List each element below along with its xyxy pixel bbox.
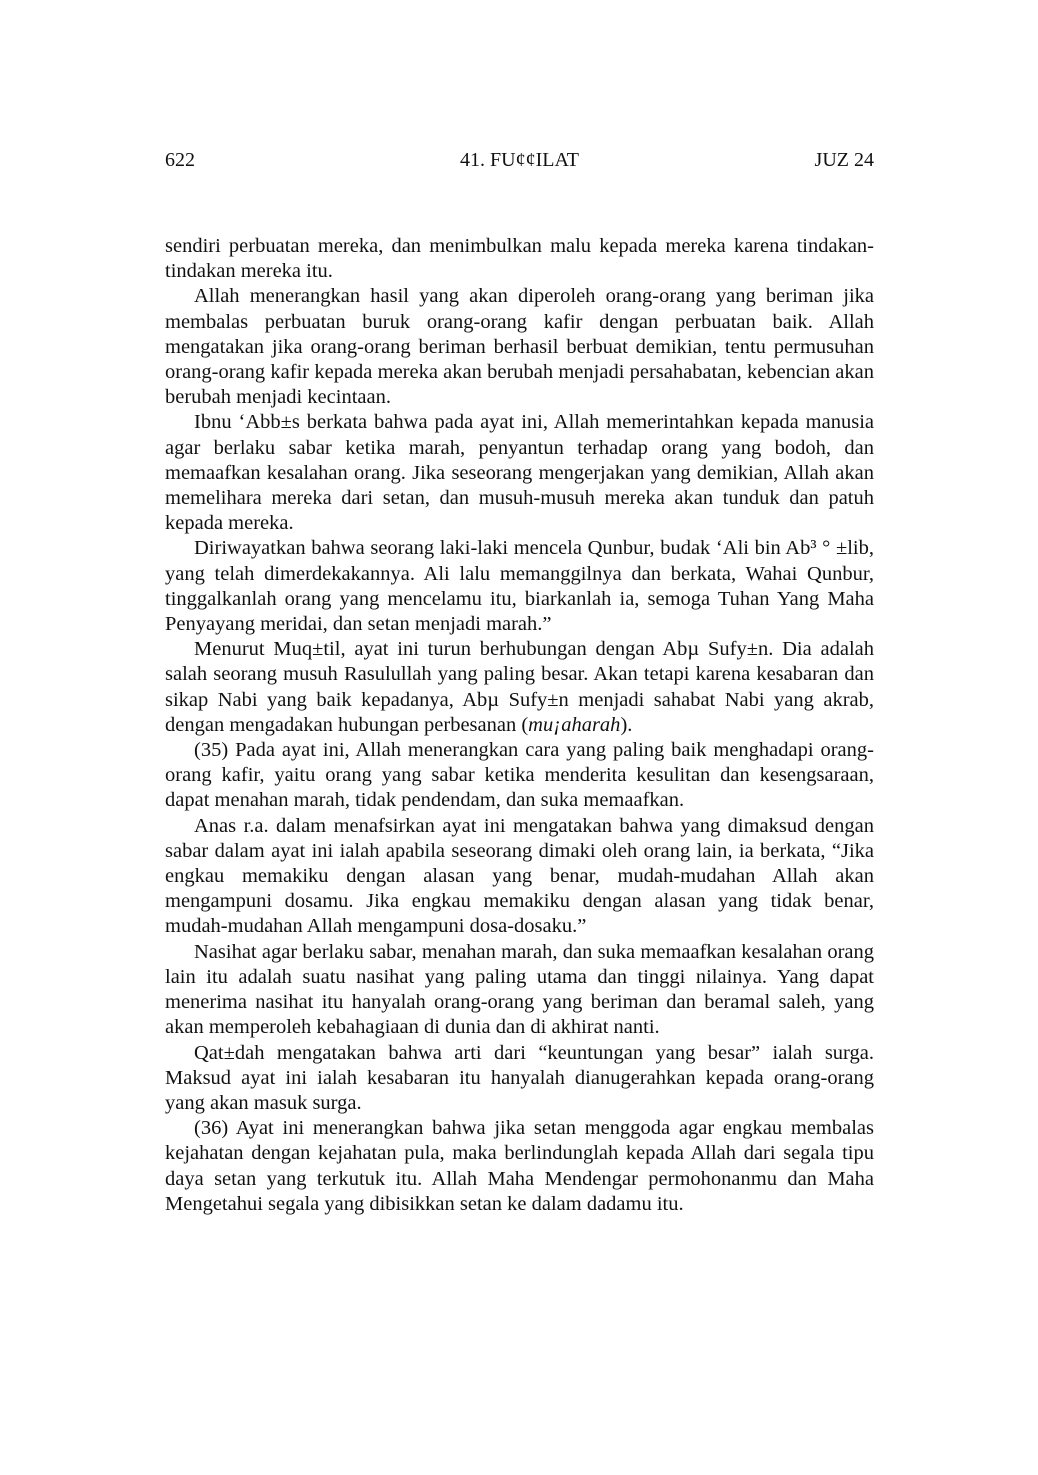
- paragraph: Diriwayatkan bahwa seorang laki-laki mencela Qunbur, budak ‘Ali bin Ab³ ° ±lib, yang telah dimerdekakannya. Ali lalu memanggilnya dan berkata, Wahai Qunbur, tinggalkanlah orang yang mencelamu itu, biarkanlah ia, semoga Tuhan Yang Maha Penyayang meridai, dan setan menjadi marah.”: [165, 537, 874, 636]
- paragraph: (35) Pada ayat ini, Allah menerangkan cara yang paling baik menghadapi orang-orang kafir, yaitu orang yang sabar ketika menderita kesulitan dan kesengsaraan, dapat menahan marah, tidak pendendam, dan suka memaafkan.: [165, 739, 874, 812]
- surah-title: 41. FU¢¢ILAT: [460, 149, 579, 171]
- paragraph-tail: ).: [620, 713, 633, 736]
- running-header: [165, 146, 874, 174]
- paragraph-continuation: sendiri perbuatan mereka, dan menimbulkan malu kepada mereka karena tindakan-tindakan mereka itu.: [165, 235, 874, 283]
- body-text: [165, 234, 874, 1217]
- paragraph: (36) Ayat ini menerangkan bahwa jika setan menggoda agar engkau membalas kejahatan dengan kejahatan pula, maka berlindunglah kepada Allah dari segala tipu daya setan yang terkutuk itu. Allah Maha Mendengar permohonanmu dan Maha Mengetahui segala yang dibisikkan setan ke dalam dadamu itu.: [165, 1117, 874, 1215]
- italic-term: mu¡aharah: [528, 713, 621, 736]
- paragraph: Qat±dah mengatakan bahwa arti dari “keuntungan yang besar” ialah surga. Maksud ayat ini ialah kesabaran itu hanyalah dianugerahkan kepada orang-orang yang akan masuk surga.: [165, 1041, 874, 1114]
- paragraph: Ibnu ‘Abb±s berkata bahwa pada ayat ini, Allah memerintahkan kepada manusia agar berlaku sabar ketika marah, penyantun terhadap orang yang bodoh, dan memaafkan kesalahan orang. Jika seseorang mengerjakan yang demikian, Allah akan memelihara mereka dari setan, dan musuh-musuh mereka akan tunduk dan patuh kepada mereka.: [165, 411, 874, 535]
- page-number: 622: [165, 149, 195, 171]
- paragraph: Allah menerangkan hasil yang akan diperoleh orang-orang yang beriman jika membalas perbuatan buruk orang-orang kafir dengan perbuatan baik. Allah mengatakan jika orang-orang beriman berhasil berbuat demikian, tentu permusuhan orang-orang kafir kepada mereka akan berubah menjadi persahabatan, kebencian akan berubah menjadi kecintaan.: [165, 285, 874, 409]
- paragraph-with-italic: [165, 637, 874, 738]
- paragraph: Anas r.a. dalam menafsirkan ayat ini mengatakan bahwa yang dimaksud dengan sabar dalam ayat ini ialah apabila seseorang dimaki oleh orang lain, ia berkata, “Jika engkau memakiku dengan alasan yang benar, mudah-mudahan Allah akan mengampuni dosamu. Jika engkau memakiku dengan alasan yang tidak benar, mudah-mudahan Allah mengampuni dosa-dosaku.”: [165, 814, 874, 938]
- juz-label: JUZ 24: [814, 149, 874, 171]
- paragraph-text: Menurut Muq±til, ayat ini turun berhubungan dengan Abµ Sufy±n. Dia adalah salah seorang musuh Rasulullah yang paling besar. Akan tetapi karena kesabaran dan sikap Nabi yang baik kepadanya, Abµ Sufy±n menjadi sahabat Nabi yang akrab, dengan mengadakan hubungan perbesanan (: [165, 638, 874, 736]
- paragraph: Nasihat agar berlaku sabar, menahan marah, dan suka memaafkan kesalahan orang lain itu adalah suatu nasihat yang paling utama dan tinggi nilainya. Yang dapat menerima nasihat itu hanyalah orang-orang yang beriman dan beramal saleh, yang akan memperoleh kebahagiaan di dunia dan di akhirat nanti.: [165, 940, 874, 1039]
